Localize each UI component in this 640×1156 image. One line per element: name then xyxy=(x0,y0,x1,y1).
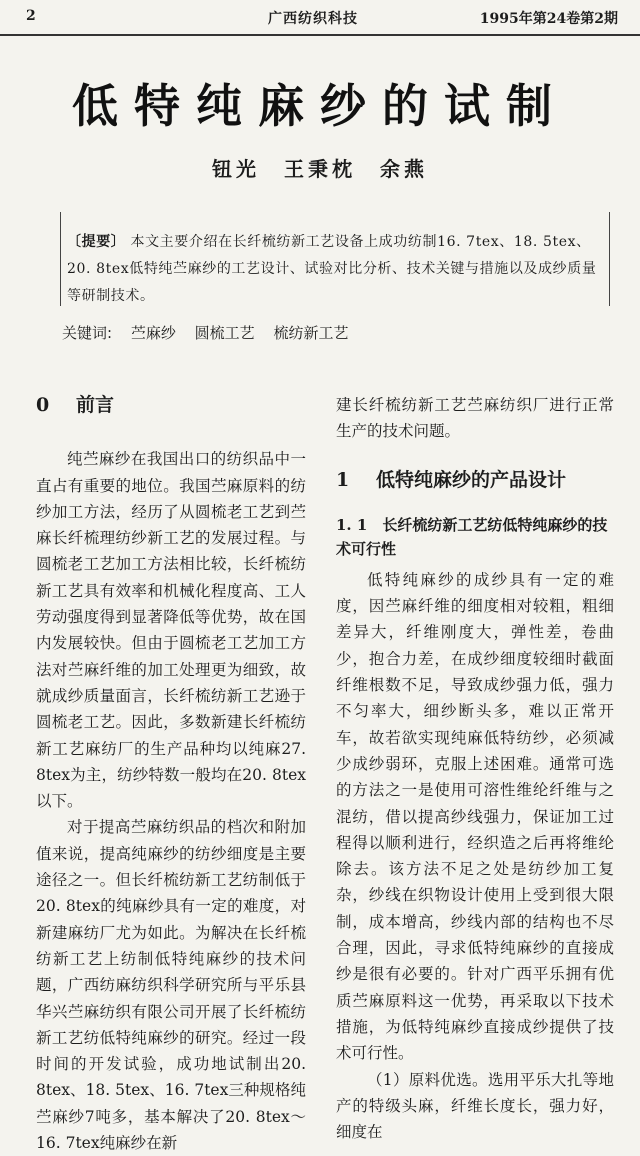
journal-name: 广西纺织科技 xyxy=(268,11,358,27)
paragraph-continuation: 建长纤梳纺新工艺苎麻纺织厂进行正常生产的技术问题。 xyxy=(336,396,614,441)
keyword-item: 圆梳工艺 xyxy=(194,324,255,342)
keyword-item: 梳纺新工艺 xyxy=(273,324,349,342)
subsection-number: 1. 1 xyxy=(336,515,368,534)
subsection-title: 长纤梳纺新工艺纺低特纯麻纱的技术可行性 xyxy=(336,515,608,558)
abstract-text xyxy=(67,229,599,310)
page-number: 2 xyxy=(26,8,36,24)
paragraph: 低特纯麻纱的成纱具有一定的难度，因苎麻纤维的细度相对较粗，粗细差异大，纤维刚度大，弹性差，卷曲少，抱合力差，在成纱细度较细时截面纤维根数不足，导致成纱强力低，强力不匀率大，细纱断头多，难以正常开车，故若欲实现纯麻低特纺纱，必须减少成纱弱环，克服上述困难。通常可选的方法之一是使用可溶性维纶纤维与之混纺，借以提高纱线强力，保证加工过程得以顺利进行，经织造之后再将维纶除去。该方法不足之处是纺纱加工复杂，纱线在织物设计使用上受到很大限制，成本增高，纱线内部的结构也不尽合理，因此，寻求低特纯麻纱的直接成纱是很有必要的。针对广西平乐拥有优质苎麻原料这一优势，再采取以下技术措施，为低特纯麻纱直接成纱提供了技术可行性。 xyxy=(336,570,614,1063)
keyword-item: 苎麻纱 xyxy=(130,324,176,342)
paragraph: 对于提高苎麻纺织品的档次和附加值来说，提高纯麻纱的纺纱细度是主要途径之一。但长纤梳纺新工艺纺制低于20. 8tex的纯麻纱具有一定的难度，对新建麻纺厂尤为如此。为解决在长纤梳纺新工艺上纺制低特纯麻纱的技术问题，广西纺麻纺织科学研究所与平乐县华兴苎麻纺织有限公司开展了长纤梳纺新工艺纺低特纯麻纱的研究。经过一段时间的开发试验，成功地试制出20. 8tex、18. 5tex、16. 7tex三种规格纯苎麻纱7吨多，基本解决了20. 8tex～16. 7tex纯麻纱在新 xyxy=(36,818,306,1153)
keywords-line xyxy=(62,322,348,343)
issue-info: 1995年第24卷第2期 xyxy=(479,11,618,27)
section-heading-0 xyxy=(36,392,306,418)
paragraph: 纯苎麻纱在我国出口的纺织品中一直占有重要的地位。我国苎麻原料的纺纱加工方法，经历了从圆梳老工艺到苎麻长纤梳理纺纱新工艺的发展过程。与圆梳老工艺加工方法相比较，长纤梳纺新工艺具有效率和机械化程度高、工人劳动强度得到显著降低等优势，故在国内发展较快。但由于圆梳老工艺加工方法对苎麻纤维的加工处理更为细致，故就成纱质量面言，长纤梳纺新工艺逊于圆梳老工艺。因此，多数新建长纤梳纺新工艺麻纺厂的生产品种均以纯麻27. 8tex为主，纺纱特数一般均在20. 8tex以下。 xyxy=(36,450,306,811)
section-number: 1 xyxy=(336,468,350,491)
keywords-label: 关键词: xyxy=(62,324,113,342)
paragraph: （1）原料优选。选用平乐大扎等地产的特级头麻，纤维长度长，强力好，细度在 xyxy=(336,1070,614,1142)
author-list: 钮光 王秉枕 余燕 xyxy=(212,157,428,181)
section-title: 前言 xyxy=(76,394,115,416)
right-column xyxy=(336,392,614,1145)
section-heading-1 xyxy=(336,467,614,493)
abstract-label: 〔提要〕 xyxy=(67,234,126,250)
left-column xyxy=(36,392,306,1156)
running-header xyxy=(0,0,640,36)
section-title: 低特纯麻纱的产品设计 xyxy=(376,468,567,491)
subsection-heading-1-1 xyxy=(336,513,614,561)
abstract-body: 本文主要介绍在长纤梳纺新工艺设备上成功纺制16. 7tex、18. 5tex、20. 8tex低特纯苎麻纱的工艺设计、试验对比分析、技术关键与措施以及成纱质量等研制技术。 xyxy=(67,234,597,304)
abstract-box xyxy=(60,212,610,306)
article-title: 低特纯麻纱的试制 xyxy=(72,79,568,133)
section-number: 0 xyxy=(36,394,50,416)
